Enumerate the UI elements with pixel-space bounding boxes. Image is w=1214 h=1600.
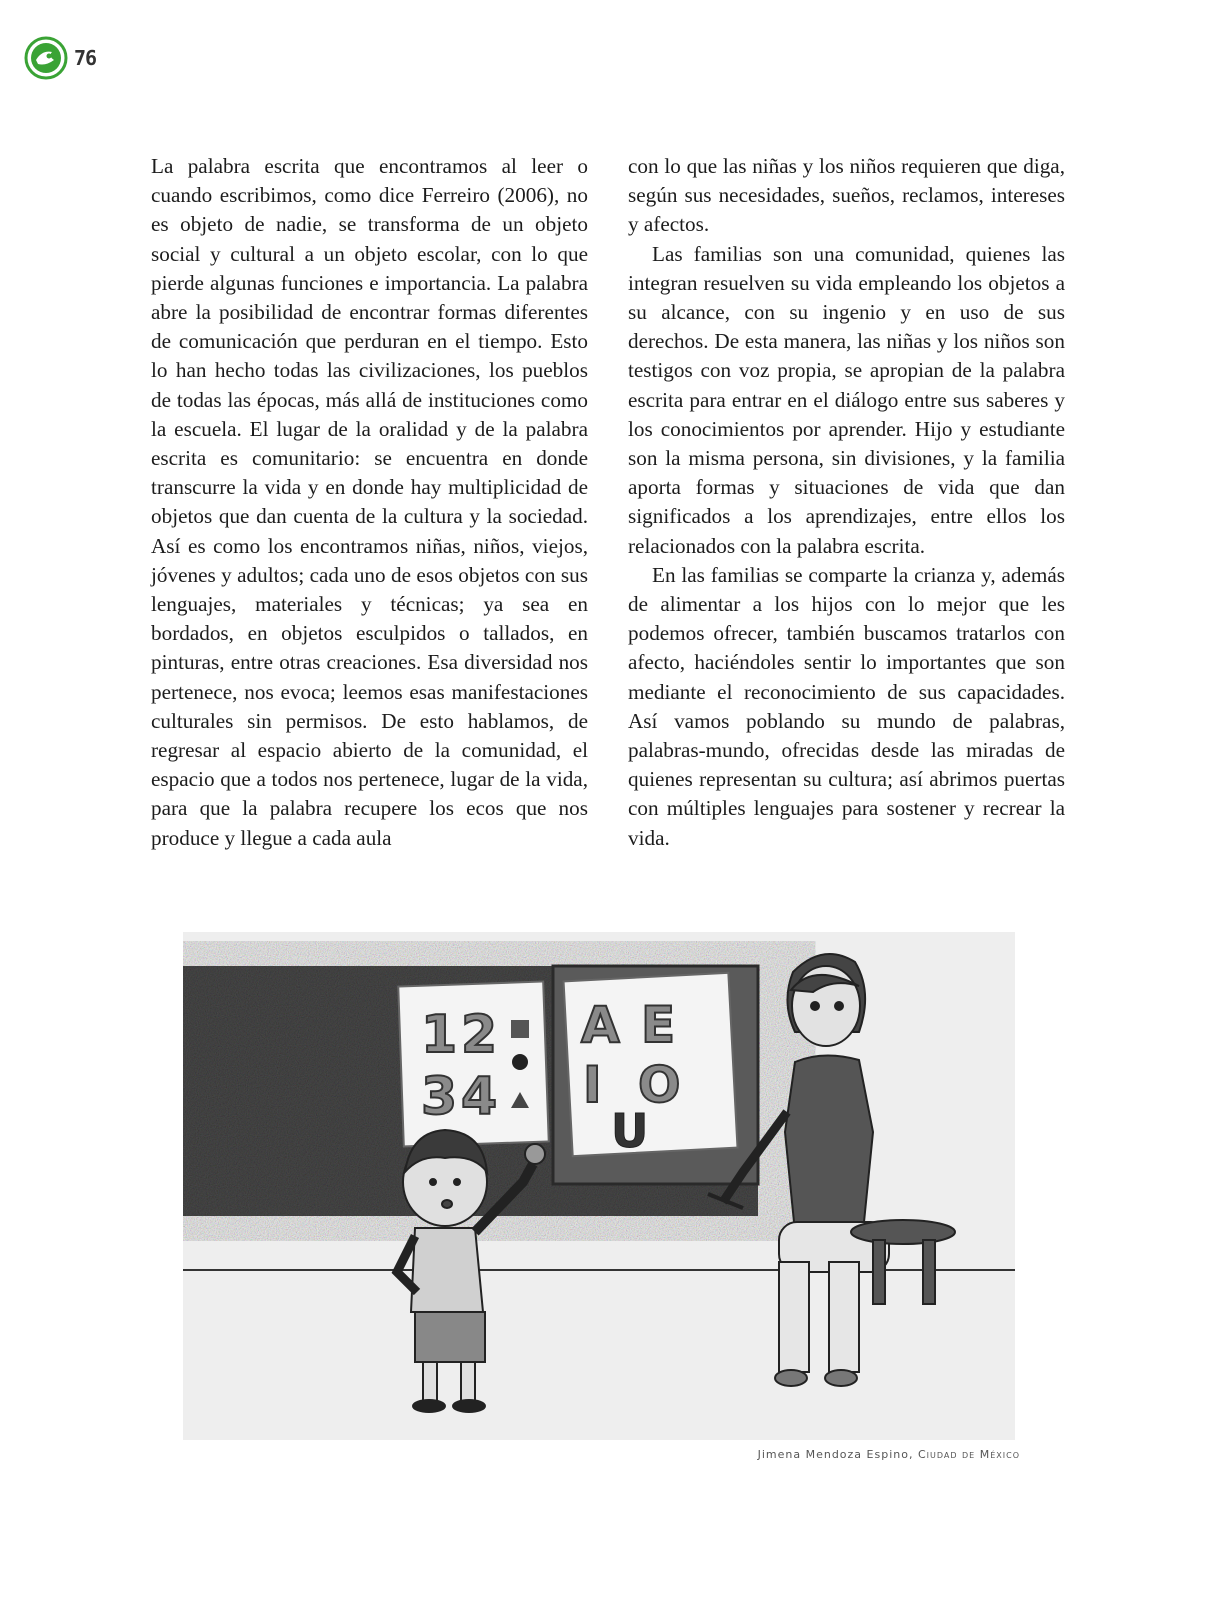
poster-letter: O bbox=[638, 1056, 681, 1114]
caption-author: Jimena Mendoza Espino, bbox=[757, 1448, 914, 1461]
body-text bbox=[151, 152, 1066, 853]
paragraph: En las familias se comparte la crianza y, además de alimentar a los hijos con lo mejor que les podemos ofrecer, también buscamos tratarlos con afecto, haciéndoles sentir lo importantes que son mediante el reconocimiento de sus capacidades. Así vamos poblando su mundo de palabras, palabras-mundo, ofrecidas desde las miradas de quienes representan su cultura; así abrimos puertas con múltiples lenguajes para sostener y recrear la vida. bbox=[628, 562, 1065, 850]
page-header bbox=[24, 36, 96, 80]
poster-digit: 4 bbox=[461, 1067, 498, 1127]
paragraph: La palabra escrita que encontramos al leer o cuando escribimos, como dice Ferreiro (2006), no es objeto de nadie, se transforma de un objeto social y cultural a un objeto escolar, con lo que pierde algunas funciones e importancia. La palabra abre la posibilidad de encontrar formas diferentes de comunicación que perduran en el tiempo. Esto lo han hecho todas las civilizaciones, los pueblos de todas las épocas, más allá de instituciones como la escuela. El lugar de la oralidad y de la palabra escrita es comunitario: se encuentra en donde transcurre la vida y en donde hay multiplicidad de objetos que dan cuenta de la cultura y la sociedad. Así es como los encontramos niñas, niños, viejos, jóvenes y adultos; cada uno de esos objetos con sus lenguajes, materiales y técnicas; ya sea en bordados, en objetos esculpidos o tallados, en pinturas, entre otras creaciones. Esa diversidad nos pertenece, nos evoca; leemos esas manifestaciones culturales sin permisos. De esto hablamos, de regresar al espacio abierto de la comunidad, el espacio que a todos nos pertenece, lugar de la vida, para que la palabra recupere los ecos que nos produce y llegue a cada aula bbox=[151, 154, 588, 850]
right-column bbox=[628, 152, 1065, 853]
poster-letter: U bbox=[611, 1104, 649, 1158]
page-number: 76 bbox=[74, 46, 97, 70]
poster-letter: E bbox=[641, 996, 676, 1054]
paragraph: Las familias son una comunidad, quienes las integran resuelven su vida empleando los objetos a su alcance, con su ingenio y en uso de sus derechos. De esta manera, las niñas y los niños son testigos con voz propia, se apropian de la palabra escrita para entrar en el diálogo entre sus saberes y los conocimientos por aprender. Hijo y estudiante son la misma persona, sin divisiones, y la familia aporta formas y situaciones de vida que dan significados a los aprendizajes, entre ellos los relacionados con la palabra escrita. bbox=[628, 241, 1065, 558]
poster-digit: 3 bbox=[421, 1067, 458, 1127]
paragraph: con lo que las niñas y los niños requieren que diga, según sus necesidades, sueños, reclamos, intereses y afectos. bbox=[628, 154, 1065, 237]
poster-letter: A bbox=[581, 996, 620, 1054]
classroom-drawing bbox=[183, 932, 1015, 1440]
poster-digit: 1 bbox=[421, 1005, 458, 1065]
caption-place: Ciudad de México bbox=[917, 1448, 1020, 1461]
poster-letter: I bbox=[583, 1056, 602, 1114]
poster-digit: 2 bbox=[461, 1005, 498, 1065]
vowels-poster bbox=[564, 973, 738, 1158]
numbers-poster bbox=[398, 982, 548, 1147]
illustration-caption bbox=[758, 1448, 1020, 1461]
left-column bbox=[151, 152, 588, 853]
emblem-logo-icon bbox=[24, 36, 68, 80]
